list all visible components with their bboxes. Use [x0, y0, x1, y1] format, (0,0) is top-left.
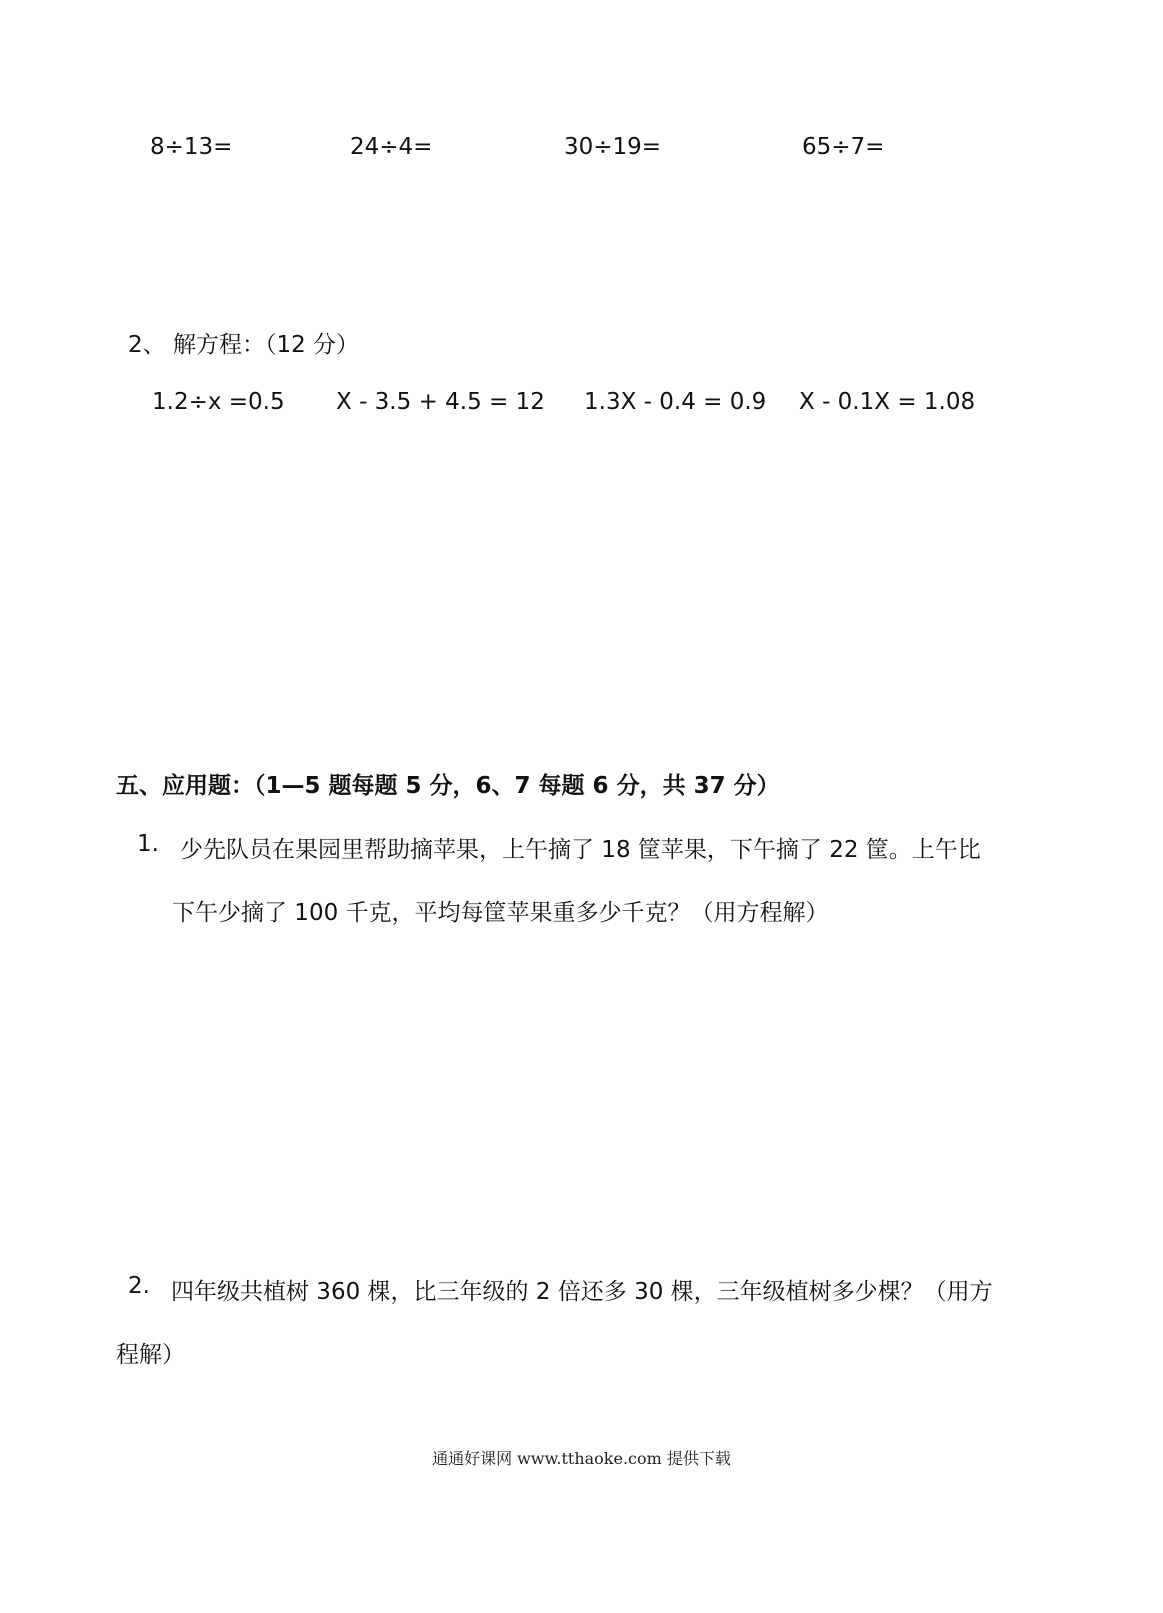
section2-title: 2、 解方程：（12 分）	[128, 332, 360, 358]
page-footer: 通通好课网 www.tthaoke.com 提供下载	[432, 1449, 731, 1468]
problem1-line2: 下午少摘了 100 千克，平均每筐苹果重多少千克？（用方程解）	[172, 900, 829, 926]
calc-item-2: 24÷4=	[350, 134, 433, 160]
problem2-number: 2.	[128, 1273, 150, 1299]
problem1-number: 1.	[137, 831, 159, 857]
problem1-line1: 少先队员在果园里帮助摘苹果，上午摘了 18 筐苹果，下午摘了 22 筐。上午比	[180, 837, 981, 863]
equation-3: 1.3X - 0.4 = 0.9	[584, 389, 767, 415]
section5-title: 五、应用题：（1—5 题每题 5 分，6、7 每题 6 分，共 37 分）	[116, 773, 780, 799]
equation-2: X - 3.5 + 4.5 = 12	[336, 389, 545, 415]
equation-4: X - 0.1X = 1.08	[799, 389, 976, 415]
problem2-line2: 程解）	[116, 1342, 185, 1368]
calc-item-1: 8÷13=	[150, 134, 233, 160]
problem2-line1: 四年级共植树 360 棵，比三年级的 2 倍还多 30 棵，三年级植树多少棵？（用方	[171, 1279, 993, 1305]
calc-item-4: 65÷7=	[802, 134, 885, 160]
calc-item-3: 30÷19=	[564, 134, 662, 160]
equation-1: 1.2÷x =0.5	[152, 389, 285, 415]
